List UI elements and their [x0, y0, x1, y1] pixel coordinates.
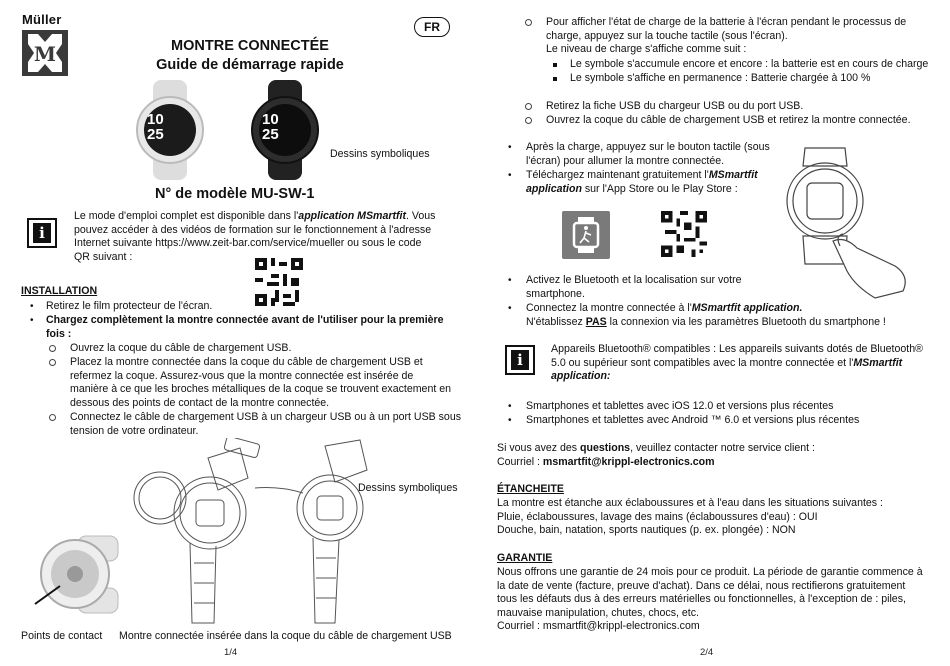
sub-bullet-icon	[49, 345, 56, 352]
watch-black-hour: 10	[262, 111, 279, 128]
model-number: N° de modèle MU-SW-1	[155, 186, 315, 202]
watch-touch-illustration	[785, 136, 935, 306]
bullet-icon: •	[508, 170, 512, 181]
remove-usb-plug: Retirez la fiche USB du chargeur USB ou du port USB.	[546, 100, 804, 112]
info-icon: i	[505, 345, 535, 375]
open-case-remove-watch: Ouvrez la coque du câble de chargement USB et retirez la montre connectée.	[546, 114, 911, 126]
waterproof-heading: ÉTANCHEITE	[497, 483, 564, 495]
page-number: 2/4	[700, 647, 714, 658]
enable-bluetooth: Activez le Bluetooth et la localisation sur votre smartphone.	[526, 274, 742, 300]
waterproof-text: La montre est étanche aux éclaboussures et à l'eau dans les situations suivantes : Pluie, éclaboussures, lavage des mains (éclaboussures d'eau) : OUI Douche, bain, natation, sports nautiques (p. ex. plongée) : NON	[497, 497, 883, 537]
bullet-icon: •	[30, 301, 34, 312]
brand-logo	[22, 30, 68, 81]
watch-white-minute: 25	[147, 126, 164, 143]
watch-black-illustration	[240, 80, 330, 185]
charge-status-accumulating: Le symbole s'accumule encore et encore : la batterie est en cours de charge	[570, 58, 929, 70]
bullet-icon: •	[30, 315, 34, 326]
warranty-text: Nous offrons une garantie de 24 mois pour ce produit. La période de garantie commence à la date de vente (facture, preuve d'achat). Dans ce délai, nous rectifierons gratuitement tous les défauts dus à des erreurs matérielles ou fonctionnelles, à l'exception de : piles, mauvaise manipulation, chutes, chocs, etc. Courriel : msmartfit@krippl-electronics.com	[497, 566, 923, 633]
substep-place-watch: Placez la montre connectée dans la coque du câble de chargement USB et refermez la coque. Assurez-vous que la montre connectée est insérée de manière à ce que les broches métalliques de la coque se trouvent exactement en dessous des points de contact de la montre connectée.	[70, 356, 452, 409]
substep-connect-cable: Connectez le câble de chargement USB à un chargeur USB ou à un port USB sous tension de votre ordinateur.	[70, 411, 462, 437]
caption-contact-points: Points de contact	[21, 630, 103, 642]
bullet-icon: •	[508, 401, 512, 412]
square-bullet-icon	[553, 63, 557, 67]
bullet-icon: •	[508, 142, 512, 153]
bullet-icon: •	[508, 415, 512, 426]
sub-bullet-icon	[49, 359, 56, 366]
watch-charging-illustration-2	[255, 438, 385, 633]
msmartfit-app-icon	[562, 211, 610, 264]
brand-name: Müller	[22, 12, 62, 27]
language-badge: FR	[414, 17, 450, 37]
step-charge-l2: fois :	[46, 328, 72, 340]
symbolic-drawings-label-2: Dessins symboliques	[358, 482, 458, 494]
sub-bullet-icon	[525, 103, 532, 110]
connect-app: Connectez la montre connectée à l'MSmartfit application. N'établissez PAS la connexion via les paramètres Bluetooth du smartphone !	[526, 302, 886, 328]
page-2	[475, 0, 950, 666]
compat-ios: Smartphones et tablettes avec iOS 12.0 et versions plus récentes	[526, 400, 834, 412]
bluetooth-compatibility: Appareils Bluetooth® compatibles : Les appareils suivants dotés de Bluetooth® 5.0 ou supérieur sont compatibles avec la montre connectée et l'MSmartfit application:	[551, 343, 923, 383]
charge-status-text: Pour afficher l'état de charge de la batterie à l'écran pendant le processus de charge, appuyez sur la touche tactile (sous l'écran). Le niveau de charge s'affiche comme suit :	[546, 16, 907, 56]
info-icon: i	[27, 218, 57, 248]
bullet-icon: •	[508, 275, 512, 286]
doc-subtitle: Guide de démarrage rapide	[156, 57, 344, 73]
compat-android: Smartphones et tablettes avec Android ™ 6.0 et versions plus récentes	[526, 414, 860, 426]
step-remove-film: Retirez le film protecteur de l'écran.	[46, 300, 213, 312]
svg-text:M: M	[33, 42, 57, 66]
watch-contact-points-illustration	[30, 526, 120, 626]
support-email[interactable]: Courriel : msmartfit@krippl-electronics.com	[497, 456, 715, 468]
watch-white-hour: 10	[147, 111, 164, 128]
doc-title: MONTRE CONNECTÉE	[171, 38, 329, 54]
qr-code-icon	[255, 258, 303, 311]
qr-code-app-icon	[661, 211, 707, 262]
square-bullet-icon	[553, 77, 557, 81]
bullet-icon: •	[508, 303, 512, 314]
page-number: 1/4	[224, 647, 238, 658]
installation-heading: INSTALLATION	[21, 285, 98, 297]
sub-bullet-icon	[49, 414, 56, 421]
sub-bullet-icon	[525, 117, 532, 124]
warranty-heading: GARANTIE	[497, 552, 553, 564]
symbolic-drawings-label: Dessins symboliques	[330, 148, 430, 160]
download-app: Téléchargez maintenant gratuitement l'MSmartfit application sur l'App Store ou le Play Store :	[526, 169, 758, 195]
intro-text: Le mode d'emploi complet est disponible dans l'application MSmartfit. Vous pouvez accéder à des vidéos de formation sur le fonctionnement à l'adresse Internet suivante https://www.zeit-bar.com/service/mueller ou sous le code QR suivant :	[74, 210, 436, 263]
watch-white-illustration	[125, 80, 215, 185]
turn-on-watch: Après la charge, appuyez sur le bouton tactile (sous l'écran) pour allumer la montre connectée.	[526, 141, 770, 167]
step-charge-l1: Chargez complètement la montre connectée avant de l'utiliser pour la première	[46, 314, 444, 326]
sub-bullet-icon	[525, 19, 532, 26]
charge-status-full: Le symbole s'affiche en permanence : Batterie chargée à 100 %	[570, 72, 871, 84]
caption-inserted-watch: Montre connectée insérée dans la coque du câble de chargement USB	[119, 630, 452, 642]
questions-line: Si vous avez des questions, veuillez contacter notre service client :	[497, 442, 815, 454]
substep-open-case: Ouvrez la coque du câble de chargement USB.	[70, 342, 292, 354]
watch-black-minute: 25	[262, 126, 279, 143]
